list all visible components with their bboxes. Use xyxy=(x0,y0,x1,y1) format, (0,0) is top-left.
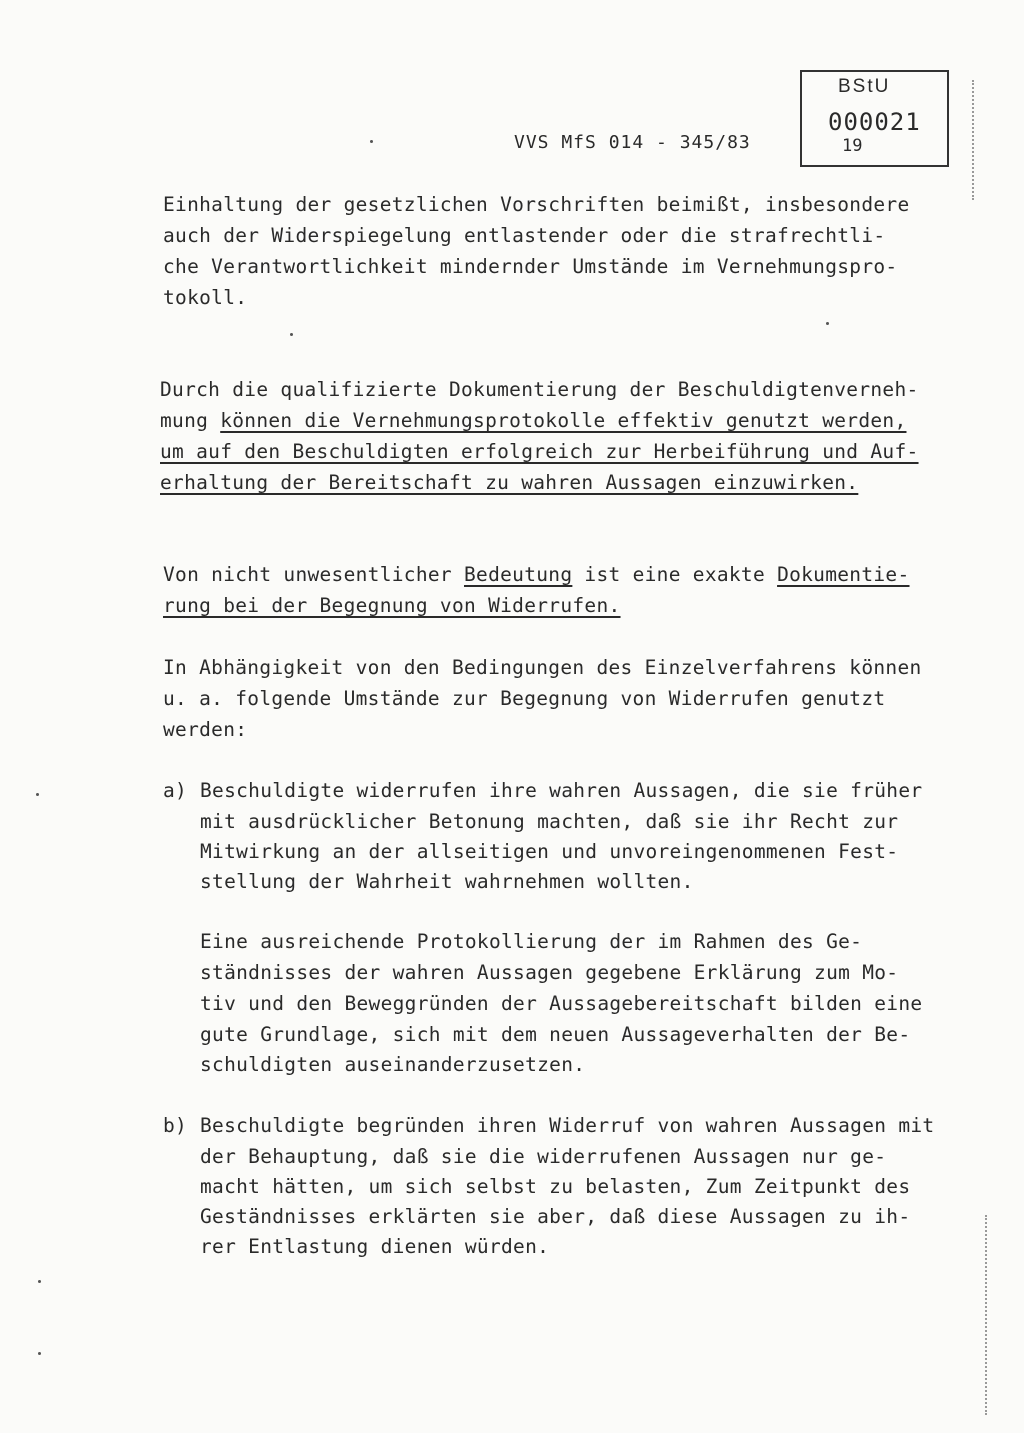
scan-speck xyxy=(370,140,373,143)
archive-stamp xyxy=(800,70,949,167)
underlined-line: um auf den Beschuldigten erfolgreich zur Herbeiführung und Auf- xyxy=(160,440,919,463)
underlined-text: Dokumentie- xyxy=(777,563,910,586)
paragraph-4-line: werden: xyxy=(163,718,248,741)
item-a-subparagraph-line: Eine ausreichende Protokollierung der im Rahmen des Ge- xyxy=(200,930,863,953)
paragraph-2-line xyxy=(160,409,906,433)
item-b-line: rer Entlastung dienen würden. xyxy=(200,1235,550,1258)
scan-edge-mark xyxy=(972,80,974,200)
scan-speck xyxy=(290,333,293,336)
paragraph-2-line: Durch die qualifizierte Dokumentierung der Beschuldigtenverneh- xyxy=(160,378,919,401)
paragraph-1-line: auch der Widerspiegelung entlastender oder die strafrechtli- xyxy=(163,224,886,247)
item-b-line: macht hätten, um sich selbst zu belasten, Zum Zeitpunkt des xyxy=(200,1175,911,1198)
stamp-label: BStU xyxy=(838,76,891,97)
stamp-underline xyxy=(800,165,948,167)
paragraph-3-text: ist eine exakte xyxy=(572,563,778,586)
item-a-line: stellung der Wahrheit wahrnehmen wollten. xyxy=(200,870,694,893)
page-number: 19 xyxy=(842,136,863,156)
item-a-line: Mitwirkung an der allseitigen und unvoreingenommenen Fest- xyxy=(200,840,899,863)
paragraph-2-text: mung xyxy=(160,409,221,432)
item-a-subparagraph-line: ständnisses der wahren Aussagen gegebene Erklärung zum Mo- xyxy=(200,961,899,984)
underlined-text: Bedeutung xyxy=(464,563,573,586)
item-a-subparagraph-line: schuldigten auseinanderzusetzen. xyxy=(200,1053,586,1076)
scan-speck xyxy=(826,322,829,325)
item-a-subparagraph-line: gute Grundlage, sich mit dem neuen Aussageverhalten der Be- xyxy=(200,1023,911,1046)
item-a-line: mit ausdrücklicher Betonung machten, daß sie ihr Recht zur xyxy=(200,810,899,833)
list-marker-b: b) xyxy=(163,1114,188,1137)
paragraph-1-line: Einhaltung der gesetzlichen Vorschriften beimißt, insbesondere xyxy=(163,193,910,216)
item-a-line: Beschuldigte widerrufen ihre wahren Aussagen, die sie früher xyxy=(200,779,923,802)
item-a-subparagraph-line: tiv und den Beweggründen der Aussagebereitschaft bilden eine xyxy=(200,992,923,1015)
paragraph-3-line xyxy=(163,563,910,587)
underlined-line: erhaltung der Bereitschaft zu wahren Aussagen einzuwirken. xyxy=(160,471,859,494)
paragraph-1-line: tokoll. xyxy=(163,286,248,309)
stamp-number: 000021 xyxy=(828,108,921,136)
item-b-line: Geständnisses erklärten sie aber, daß diese Aussagen zu ih- xyxy=(200,1205,911,1228)
list-marker-a: a) xyxy=(163,779,188,802)
item-b-line: Beschuldigte begründen ihren Widerruf von wahren Aussagen mit xyxy=(200,1114,935,1137)
paragraph-4-line: u. a. folgende Umstände zur Begegnung von Widerrufen genutzt xyxy=(163,687,886,710)
scan-speck xyxy=(38,1280,41,1283)
scan-speck xyxy=(38,1352,41,1355)
paragraph-4-line: In Abhängigkeit von den Bedingungen des Einzelverfahrens können xyxy=(163,656,922,679)
underlined-text: können die Vernehmungsprotokolle effektiv genutzt werden, xyxy=(220,409,907,432)
paragraph-1-line: che Verantwortlichkeit mindernder Umstände im Vernehmungspro- xyxy=(163,255,898,278)
scan-speck xyxy=(36,793,39,796)
item-b-line: der Behauptung, daß sie die widerrufenen Aussagen nur ge- xyxy=(200,1145,887,1168)
document-reference: VVS MfS 014 - 345/83 xyxy=(514,132,751,153)
paragraph-3-text: Von nicht unwesentlicher xyxy=(163,563,464,586)
underlined-line: rung bei der Begegnung von Widerrufen. xyxy=(163,594,621,617)
scan-edge-mark xyxy=(985,1215,987,1415)
